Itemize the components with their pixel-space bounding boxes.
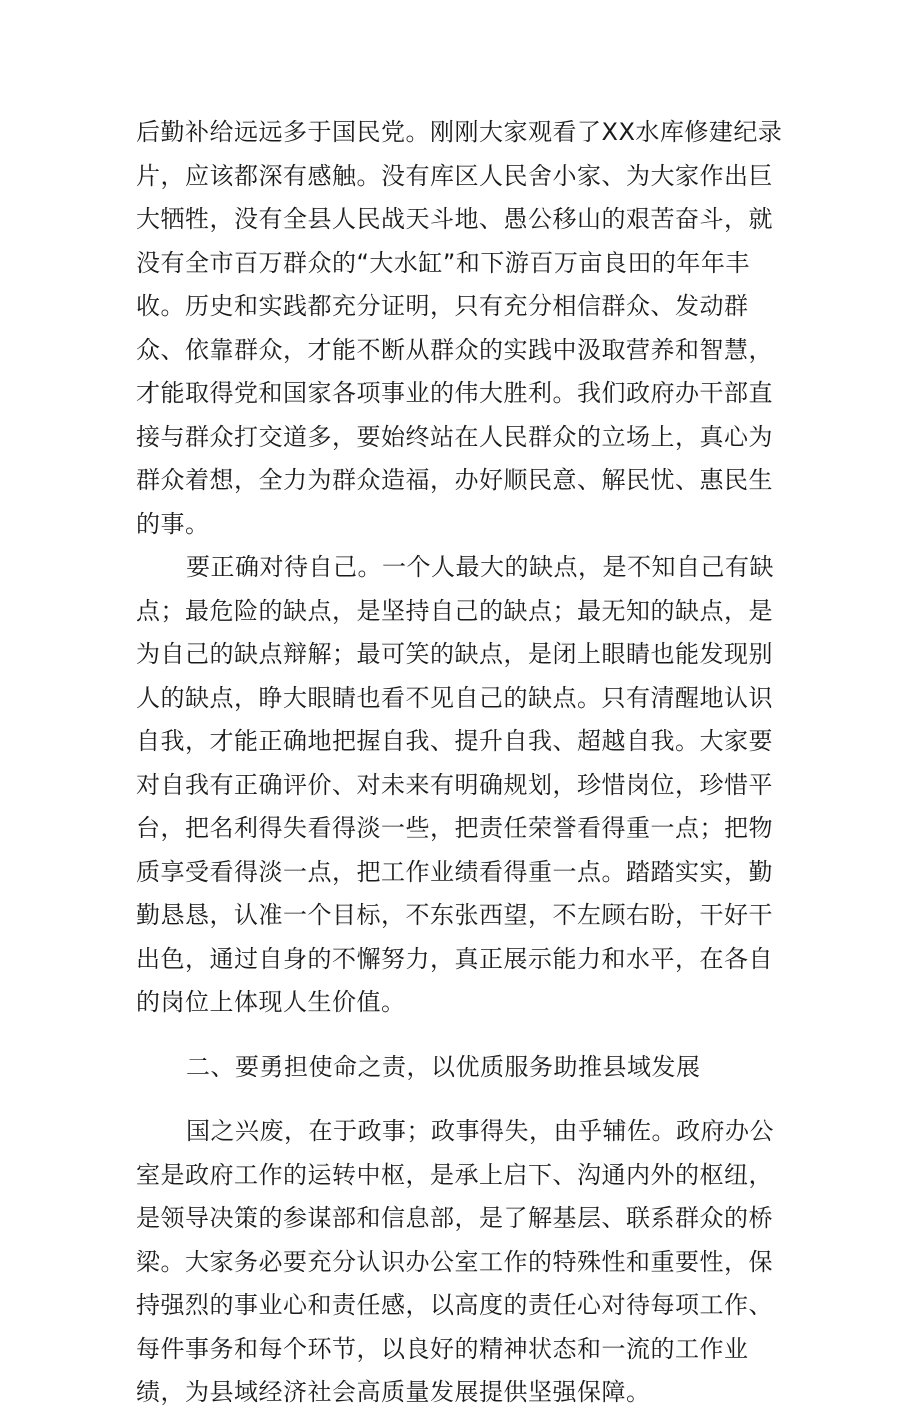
document-body — [136, 111, 786, 1415]
paragraph-continuation: 后勤补给远远多于国民党。刚刚大家观看了XX水库修建纪录片，应该都深有感触。没有库区人民舍小家、为大家作出巨大牺牲，没有全县人民战天斗地、愚公移山的艰苦奋斗，就没有全市百万群众的“大水缸”和下游百万亩良田的年年丰收。历史和实践都充分证明，只有充分相信群众、发动群众、依靠群众，才能不断从群众的实践中汲取营养和智慧，才能取得党和国家各项事业的伟大胜利。我们政府办干部直接与群众打交道多，要始终站在人民群众的立场上，真心为群众着想，全力为群众造福，办好顺民意、解民忧、惠民生的事。 — [136, 118, 783, 538]
paragraph-correct-self: 要正确对待自己。一个人最大的缺点，是不知自己有缺点；最危险的缺点，是坚持自己的缺点；最无知的缺点，是为自己的缺点辩解；最可笑的缺点，是闭上眼睛也能发现别人的缺点，睁大眼睛也看不见自己的缺点。只有清醒地认识自我，才能正确地把握自我、提升自我、超越自我。大家要对自我有正确评价、对未来有明确规划，珍惜岗位，珍惜平台，把名利得失看得淡一些，把责任荣誉看得重一点；把物质享受看得淡一点，把工作业绩看得重一点。踏踏实实，勤勤恳恳，认准一个目标，不东张西望，不左顾右盼，干好干出色，通过自身的不懈努力，真正展示能力和水平，在各自的岗位上体现人生价值。 — [136, 553, 774, 1016]
paragraph-section-two: 国之兴废，在于政事；政事得失，由乎辅佐。政府办公室是政府工作的运转中枢，是承上启下、沟通内外的枢纽，是领导决策的参谋部和信息部，是了解基层、联系群众的桥梁。大家务必要充分认识办公室工作的特殊性和重要性，保持强烈的事业心和责任感，以高度的责任心对待每项工作、每件事务和每个环节，以良好的精神状态和一流的工作业绩，为县域经济社会高质量发展提供坚强保障。 — [136, 1117, 774, 1406]
section-heading: 二、要勇担使命之责，以优质服务助推县域发展 — [186, 1052, 701, 1081]
